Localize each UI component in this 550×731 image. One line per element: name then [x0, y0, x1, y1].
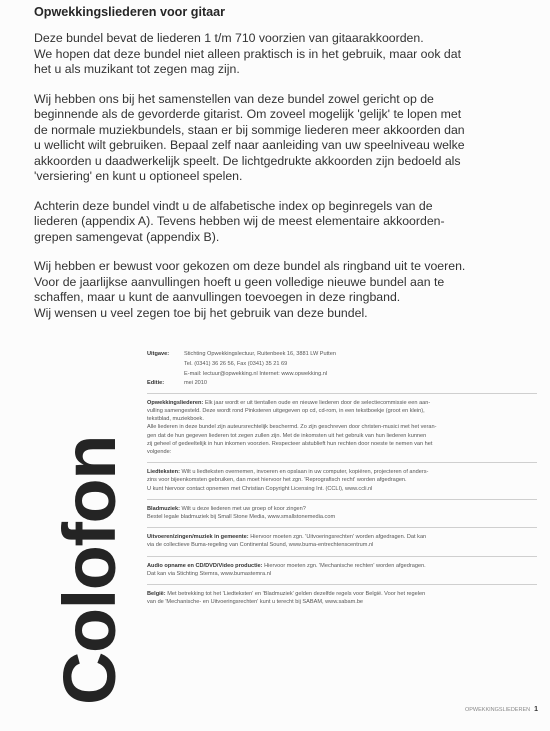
intro-title: Opwekkingsliederen voor gitaar [34, 5, 226, 19]
section-lead: Bladmuziek: [147, 505, 180, 512]
colofon-section [147, 505, 537, 521]
line-text: Hiervoor moeten zgn. 'Uitvoeringsrechten' worden afgedragen. Dat kan [250, 534, 427, 541]
colofon-line [147, 505, 537, 513]
section-lead: Audio opname en CD/DVD/Video productie: [147, 562, 263, 569]
divider [147, 499, 537, 500]
colofon-line [147, 399, 537, 407]
uitgave-value [184, 351, 537, 377]
page-footer [465, 706, 538, 713]
line-text: zij geheel of gedeeltelijk in hun inkomen voorzien. Respecteer alstublieft hun rechten door noeste te nemen van het [147, 440, 433, 447]
page-number: 1 [534, 706, 538, 713]
colofon-line [147, 485, 537, 493]
uitgave-line: Stichting Opwekkingslectuur, Ruitenbeek 16, 3881 LW Putten [184, 351, 336, 357]
intro-paragraph: Deze bundel bevat de liederen 1 t/m 710 voorzien van gitaarakkoorden. We hopen dat deze bundel niet alleen praktisch is in het gebruik, maar ook dat het u als muzikant tot zegen mag zijn. [34, 31, 462, 76]
colofon-line [147, 407, 537, 415]
colofon-section [147, 399, 537, 456]
line-text: volgende: [147, 449, 172, 456]
colofon-section [147, 468, 537, 493]
colofon-heading: Colofon [48, 436, 131, 705]
line-text: U kunt hiervoor contact opnemen met Christian Copyright Licensing Int. (CCLI), www.ccli.nl [147, 485, 373, 492]
colofon-line [147, 541, 537, 549]
line-text: gen dat de hun gegeven liederen tot zegen zullen zijn. Met de inkomsten uit het gebruik van hun liederen kunnen [147, 432, 427, 439]
colofon-line [147, 423, 537, 431]
intro-section [34, 5, 542, 335]
intro-paragraph: Wij hebben er bewust voor gekozen om deze bundel als ringband uit te voeren. Voor de jaarlijkse aanvullingen hoeft u geen volledige nieuwe bundel aan te schaffen, maar u kunt de aanvullingen toevoegen in deze ringband. Wij wensen u veel zegen toe bij het gebruik van deze bundel. [34, 259, 466, 320]
colofon-line [147, 476, 537, 484]
line-text: Dat kan via Stichting Stemra, www.bumastemra.nl [147, 570, 272, 577]
divider [147, 556, 537, 557]
colofon-line [147, 468, 537, 476]
divider [147, 462, 537, 463]
section-lead: Liedteksten: [147, 469, 180, 476]
editie-label: Editie: [147, 380, 165, 387]
section-lead: Opwekkingsliederen: [147, 399, 204, 406]
colofon-section [147, 533, 537, 549]
intro-paragraph: Achterin deze bundel vindt u de alfabetische index op beginregels van de liederen (appendix A). Tevens hebben wij de meest elementaire akkoorden- grepen samengevat (appendix B). [34, 198, 445, 244]
colofon-line [147, 598, 537, 606]
line-text: Bestel legale bladmuziek bij Small Stone Media, www.smallstonemedia.com [147, 514, 336, 521]
colofon-line [147, 415, 537, 423]
line-text: tekstblad, muziekboek. [147, 416, 204, 423]
colofon-section [147, 562, 537, 578]
uitgave-label: Uitgave: [147, 351, 170, 357]
divider [147, 393, 537, 394]
colofon-sections [147, 393, 537, 607]
colofon-block [147, 351, 537, 606]
colofon-line [147, 570, 537, 578]
line-text: zins voor bijeenkomsten gebruiken, dan moet hiervoor het zgn. 'Reprografisch recht' worden afgedragen. [147, 477, 407, 484]
publisher-info [147, 351, 537, 387]
line-text: Wilt u deze liederen met uw groep of koor zingen? [181, 505, 306, 512]
colofon-line [147, 448, 537, 456]
section-lead: Uitvoeren/zingen/muziek in gemeente: [147, 534, 249, 541]
colofon-line [147, 562, 537, 570]
colofon-line [147, 432, 537, 440]
colofon-line [147, 533, 537, 541]
footer-label: OPWEKKINGSLIEDEREN [464, 707, 531, 713]
intro-paragraph: Wij hebben ons bij het samenstellen van deze bundel zowel gericht op de beginnende als de gevorderde gitarist. Om zoveel mogelijk 'gelijk' te lopen met de normale muziekbundels, staan er bij sommige liederen meer akkoorden dan u wellicht wilt gebruiken. Bepaal zelf naar aanleiding van uw speelniveau welke akkoorden u daadwerkelijk speelt. De lichtgedrukte akkoorden zijn bedoeld als 'versiering' en kunt u optioneel spelen. [34, 91, 465, 183]
line-text: vulling samengesteld. Deze wordt rond Pinksteren uitgegeven op cd, cd-rom, in een tekstboekje (groot en klein), [147, 408, 425, 414]
editie-value: mei 2010 [184, 380, 208, 387]
uitgave-line: Tel. (0341) 36 26 56, Fax (0341) 35 21 69 [184, 360, 288, 367]
line-text: van de 'Mechanische- en Uitvoeringsrechten' kunt u terecht bij SABAM, www.sabam.be [147, 599, 364, 606]
divider [147, 527, 537, 528]
line-text: Alle liederen in deze bundel zijn auteursrechtelijk beschermd. Zo zijn geschreven door christen-musici met het veran- [147, 424, 437, 431]
uitgave-line: E-mail: lectuur@opwekking.nl Internet: www.opwekking.nl [184, 370, 328, 377]
divider [147, 584, 537, 585]
line-text: Wilt u liedteksten overnemen, invoeren en opslaan in uw computer, kopiëren, projecteren of anders- [181, 469, 429, 476]
section-lead: België: [147, 591, 166, 598]
line-text: via de collectieve Buma-regeling van Continental Sound, www.buma-entrechtenscentrum.nl [147, 542, 374, 549]
colofon-line [147, 513, 537, 521]
line-text: Hiervoor moeten zgn. 'Mechanische rechten' worden afgedragen. [264, 562, 426, 569]
colofon-section [147, 590, 537, 606]
line-text: Met betrekking tot het 'Liedteksten' en 'Bladmuziek' gelden dezelfde regels voor België. Voor het regelen [167, 591, 426, 598]
line-text: Elk jaar wordt er uit tientallen oude en nieuwe liederen door de selectiecommissie een aan- [204, 399, 431, 406]
colofon-line [147, 590, 537, 598]
colofon-line [147, 440, 537, 448]
